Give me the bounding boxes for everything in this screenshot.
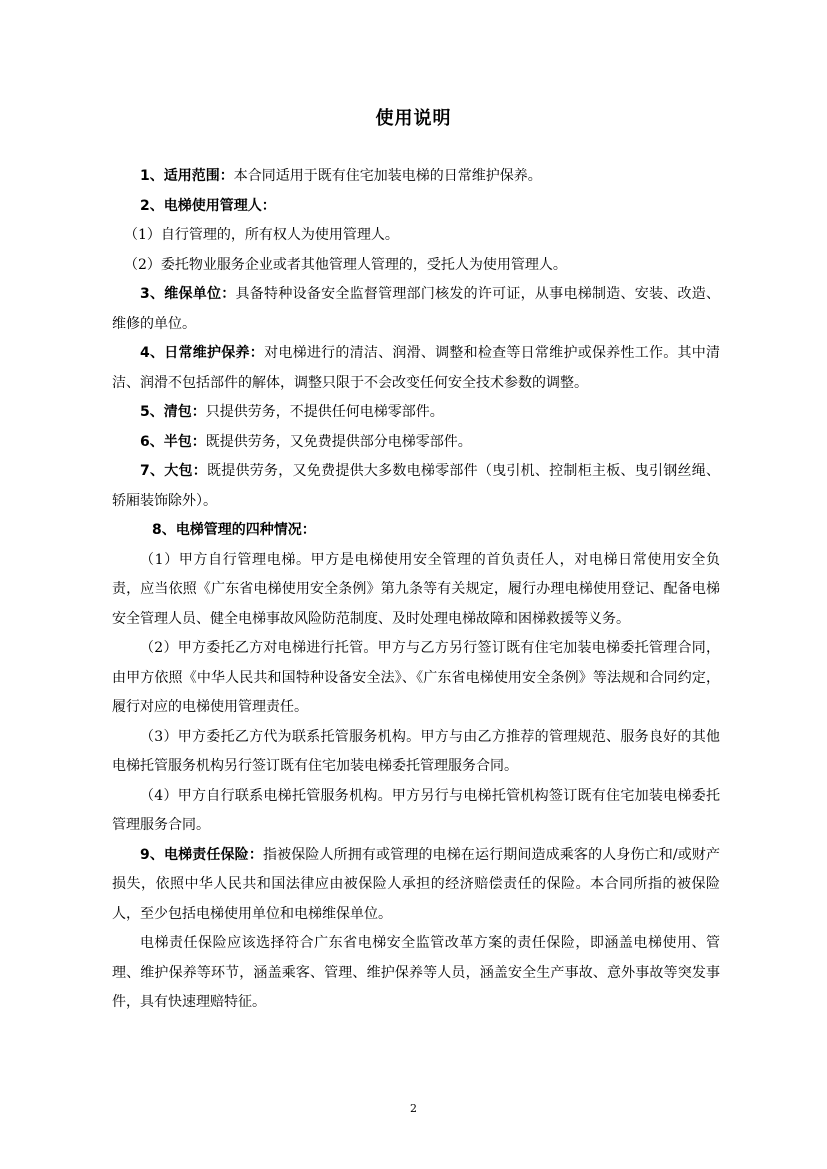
item-7-label: 7、大包： [140, 463, 208, 479]
item-9 [112, 841, 720, 930]
item-6-text: 既提供劳务，又免费提供部分电梯零部件。 [205, 433, 472, 450]
item-7-text: 既提供劳务，又免费提供大多数电梯零部件（曳引机、控制柜主板、曳引钢丝绳、轿厢装饰除外）。 [112, 463, 720, 509]
item-3-text: 具备特种设备安全监督管理部门核发的许可证，从事电梯制造、安装、改造、维修的单位。 [112, 286, 721, 332]
document-body [112, 162, 720, 1018]
item-6-label: 6、半包： [140, 433, 206, 450]
item-8-sub-1: （1）甲方自行管理电梯。甲方是电梯使用安全管理的首负责任人，对电梯日常使用安全负责，应当依照《广东省电梯使用安全条例》第九条等有关规定，履行办理电梯使用登记、配备电梯安全管理人员、健全电梯事故风险防范制度、及时处理电梯故障和困梯救援等义务。 [112, 551, 720, 627]
item-1-label: 1、适用范围： [140, 168, 234, 184]
item-3-label: 3、维保单位： [140, 286, 236, 302]
item-6 [112, 428, 720, 458]
item-8-sub-3: （3）甲方委托乙方代为联系托管服务机构。甲方与由乙方推荐的管理规范、服务良好的其他电梯托管服务机构另行签订既有住宅加装电梯委托管理服务合同。 [112, 728, 720, 774]
item-4-label: 4、日常维护保养： [140, 345, 265, 361]
item-8 [112, 516, 720, 546]
item-2-sub-1: （1）自行管理的，所有权人为使用管理人。 [124, 227, 399, 243]
item-1-text: 本合同适用于既有住宅加装电梯的日常维护保养。 [233, 168, 542, 184]
item-4-text: 对电梯进行的清洁、润滑、调整和检查等日常维护或保养性工作。其中清洁、润滑不包括部件的解体，调整只限于不会改变任何安全技术参数的调整。 [112, 345, 721, 391]
item-5-text: 只提供劳务，不提供任何电梯零部件。 [205, 404, 444, 420]
item-9-label: 9、电梯责任保险： [140, 846, 263, 863]
item-7 [112, 457, 720, 516]
item-5-label: 5、清包： [140, 404, 206, 420]
item-3 [112, 280, 720, 339]
item-4 [112, 339, 720, 398]
item-5 [112, 398, 720, 428]
page-number: 2 [410, 1102, 417, 1115]
item-9-note: 电梯责任保险应该选择符合广东省电梯安全监管改革方案的责任保险，即涵盖电梯使用、管理、维护保养等环节，涵盖乘客、管理、维护保养等人员，涵盖安全生产事故、意外事故等突发事件，具有快速理赔特征。 [112, 935, 720, 1010]
item-9-text: 指被保险人所拥有或管理的电梯在运行期间造成乘客的人身伤亡和/或财产损失，依照中华人民共和国法律应由被保险人承担的经济赔偿责任的保险。本合同所指的被保险人，至少包括电梯使用单位和电梯维保单位。 [112, 846, 721, 922]
item-8-sub-2: （2）甲方委托乙方对电梯进行托管。甲方与乙方另行签订既有住宅加装电梯委托管理合同，由甲方依照《中华人民共和国特种设备安全法》、《广东省电梯使用安全条例》等法规和合同约定，履行对应的电梯使用管理责任。 [112, 640, 720, 715]
item-2 [112, 192, 720, 222]
item-8-sub-4: （4）甲方自行联系电梯托管服务机构。甲方另行与电梯托管机构签订既有住宅加装电梯委托管理服务合同。 [112, 787, 720, 833]
page-title: 使用说明 [375, 108, 452, 129]
item-1 [112, 162, 720, 192]
item-2-sub-2: （2）委托物业服务企业或者其他管理人管理的，受托人为使用管理人。 [124, 256, 567, 273]
item-8-label: 8、电梯管理的四种情况： [152, 522, 316, 538]
item-2-label: 2、电梯使用管理人： [140, 197, 276, 214]
